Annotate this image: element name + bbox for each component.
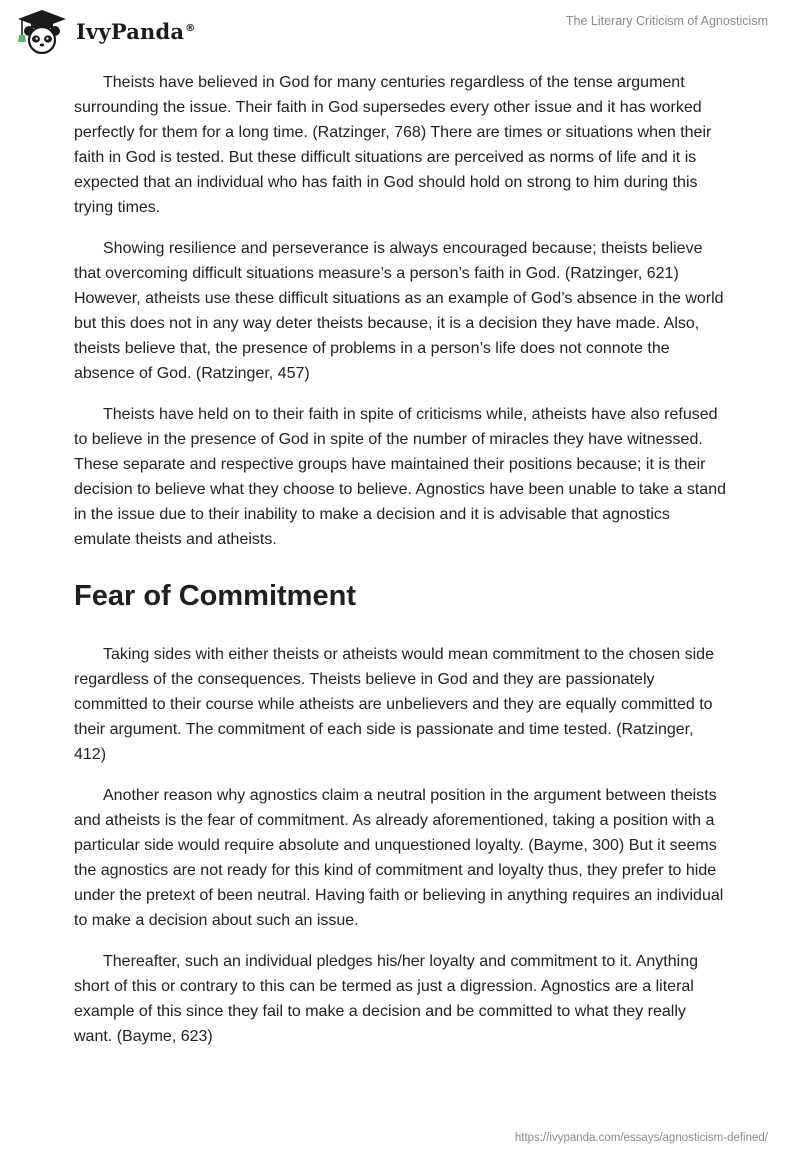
paragraph: Another reason why agnostics claim a neutral position in the argument between theists and atheists is the fear of commitment. As already aforementioned, taking a position with a particular side would require absolute and unquestioned loyalty. (Bayme, 300) But it seems the agnostics are not ready for this kind of commitment and loyalty thus, they prefer to hide under the pretext of been neutral. Having faith or believing in anything requires an individual to make a decision about such an issue. [74, 787, 724, 929]
registered-mark: ® [185, 22, 196, 34]
ivypanda-logo[interactable] [14, 8, 195, 54]
paragraph: Thereafter, such an individual pledges his/her loyalty and commitment to it. Anything short of this or contrary to this can be termed as just a digression. Agnostics are a literal example of this since they fail to make a decision and be committed to what they really want. (Bayme, 623) [74, 953, 698, 1045]
source-url[interactable]: https://ivypanda.com/essays/agnosticism-defined/ [514, 1132, 768, 1144]
page-header [0, 0, 800, 60]
panda-graduation-icon [14, 8, 70, 54]
logo-wordmark: IvyPanda® [76, 18, 196, 44]
paragraph: Showing resilience and perseverance is always encouraged because; theists believe that overcoming difficult situations measure’s a person’s faith in God. (Ratzinger, 621) However, atheists use these difficult situations as an example of God’s absence in the world but this does not in any way deter theists because, it is a decision they have made. Also, theists believe that, the presence of problems in a person’s life does not connote the absence of God. (Ratzinger, 457) [74, 240, 724, 382]
section-heading: Fear of Commitment [74, 580, 356, 612]
paragraph: Theists have believed in God for many centuries regardless of the tense argument surrounding the issue. Their faith in God supersedes every other issue and it has worked perfectly for them for a long time. (Ratzinger, 768) There are times or situations when their faith in God is tested. But these difficult situations are perceived as norms of life and it is expected that an individual who has faith in God should hold on strong to him during this trying times. [74, 74, 712, 216]
paragraph: Taking sides with either theists or atheists would mean commitment to the chosen side regardless of the consequences. Theists believe in God and they are passionately committed to their course while atheists are unbelievers and they are equally committed to their argument. The commitment of each side is passionate and time tested. (Ratzinger, 412) [74, 646, 714, 763]
document-title: The Literary Criticism of Agnosticism [565, 14, 768, 28]
essay-body [74, 70, 726, 1065]
paragraph: Theists have held on to their faith in spite of criticisms while, atheists have also refused to believe in the presence of God in spite of the number of miracles they have witnessed. These separate and respective groups have maintained their positions because; it is their decision to believe what they choose to believe. Agnostics have been unable to take a stand in the issue due to their inability to make a decision and it is advisable that agnostics emulate theists and atheists. [74, 406, 726, 548]
